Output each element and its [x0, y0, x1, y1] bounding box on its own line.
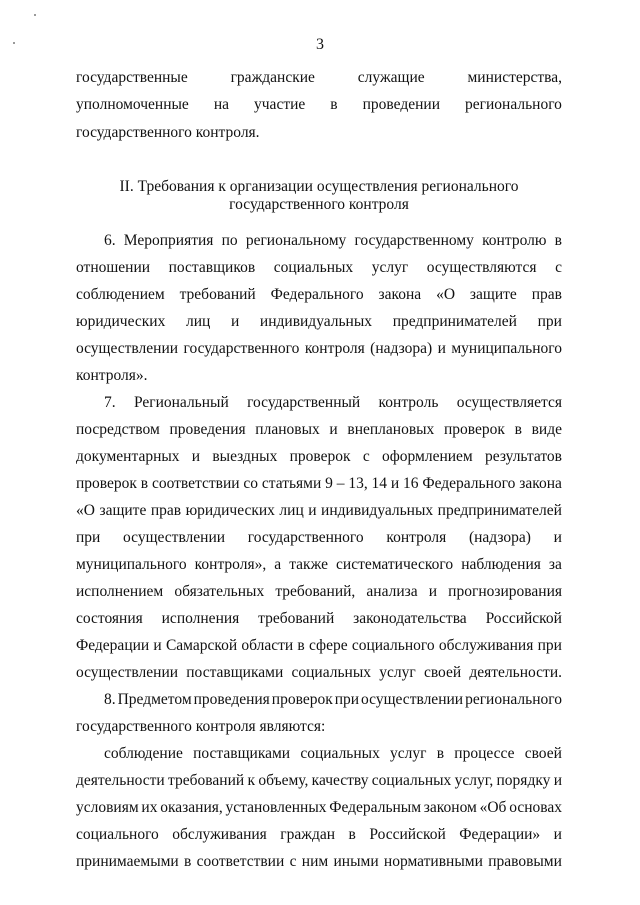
word: услуг, [454, 772, 494, 789]
word: контроля [386, 529, 447, 546]
word: государственные [76, 69, 188, 86]
word: Российской [369, 826, 446, 843]
word: процессе [454, 745, 515, 762]
word: (надзора) [370, 340, 433, 357]
word: Федерального [422, 475, 516, 492]
word: состояния [76, 610, 143, 627]
word: своей [423, 664, 462, 681]
word: уполномоченные [76, 96, 189, 113]
word: граждан [280, 826, 336, 843]
word: Самарской [165, 637, 238, 654]
word: требований [179, 286, 256, 303]
word: за [548, 556, 562, 573]
word: качеству [311, 772, 369, 789]
word: защите [469, 286, 517, 303]
word: услуг [371, 259, 409, 276]
text-line [76, 771, 562, 791]
word: осуществлении [76, 340, 179, 357]
word: осуществлении [123, 529, 226, 546]
word: «О [436, 286, 456, 303]
word: соблюдение [104, 745, 183, 762]
text-line [76, 798, 562, 818]
word: иными [333, 853, 379, 870]
word: нормативными [383, 853, 483, 870]
word: социальных [371, 772, 452, 789]
text-line [76, 285, 562, 305]
word: и [230, 313, 240, 330]
text-line: контроля». [76, 367, 148, 384]
word: Федерации [76, 637, 150, 654]
word: условиям [76, 799, 139, 816]
word: анализа [366, 583, 418, 600]
word: Федерального [270, 286, 364, 303]
word: социального [76, 826, 159, 843]
word: 14 [371, 475, 388, 492]
text-line [104, 231, 562, 251]
word: с [289, 853, 297, 870]
word: плановых [255, 421, 320, 438]
text-line [76, 339, 562, 359]
word: деятельности. [469, 664, 562, 681]
word: и [553, 529, 562, 546]
word: в [297, 637, 305, 654]
word: при [537, 637, 562, 654]
word: исполнением [76, 583, 164, 600]
word: проверок [443, 421, 505, 438]
word: Предметом [117, 691, 192, 708]
word: закона [378, 286, 422, 303]
word: контроля [304, 340, 365, 357]
word: и [390, 475, 400, 492]
word: документарных [76, 448, 180, 465]
word: со [243, 475, 259, 492]
word: Российской [485, 610, 562, 627]
word: контроля», [194, 556, 267, 573]
word: основах [509, 799, 562, 816]
word: поставщиками [186, 664, 284, 681]
word: обслуживания [438, 637, 534, 654]
word: прогнозирования [448, 583, 562, 600]
word: а [274, 556, 282, 573]
word: оформлением [381, 448, 473, 465]
word: сфере [308, 637, 348, 654]
word: государственного [247, 529, 364, 546]
word: в [436, 745, 445, 762]
word: в [184, 853, 192, 870]
word: осуществлении [361, 691, 464, 708]
word: социальных [273, 259, 354, 276]
word: на [213, 96, 229, 113]
word: отношении [76, 259, 151, 276]
word: порядку [496, 772, 551, 789]
word: требований [258, 610, 335, 627]
word: региональному [245, 232, 347, 249]
word: Федеральным [329, 799, 422, 816]
word: услуг [390, 745, 427, 762]
word: систематического [336, 556, 454, 573]
word: гражданские [230, 69, 315, 86]
word: с [555, 259, 562, 276]
word: осуществлении [76, 664, 179, 681]
text-line [76, 663, 562, 683]
section-heading-line-2: государственного контроля [229, 196, 409, 213]
word: 16 [403, 475, 419, 492]
word: в [554, 232, 562, 249]
text-line [76, 852, 562, 872]
word: государственного [183, 340, 300, 357]
word: лиц [185, 313, 211, 330]
word: в [140, 475, 149, 492]
word: лиц [279, 502, 304, 519]
word: социального [351, 637, 435, 654]
text-line [76, 258, 562, 278]
text-line [76, 825, 562, 845]
word: юридических [185, 502, 275, 519]
section-heading-line-1: II. Требования к организации осуществления регионального [119, 178, 519, 195]
word: муниципального [451, 340, 562, 357]
word: требований [168, 772, 245, 789]
word: по [221, 232, 238, 249]
word: социальных [291, 664, 371, 681]
text-line [76, 501, 562, 521]
word: – [336, 475, 345, 492]
word: и [437, 340, 446, 357]
word: проверок [271, 691, 333, 708]
text-line [76, 555, 562, 575]
word: обслуживания [172, 826, 267, 843]
word: закона [519, 475, 562, 492]
text-line [104, 690, 562, 710]
text-line [76, 95, 562, 115]
text-line [76, 68, 562, 88]
text-line [76, 474, 562, 494]
word: наблюдения [461, 556, 541, 573]
word: прав [531, 286, 562, 303]
word: принимаемыми [76, 853, 179, 870]
word: и [191, 448, 201, 465]
word: их [141, 799, 158, 816]
text-line [76, 609, 562, 629]
word: (надзора) [468, 529, 531, 546]
word: услуг [379, 664, 416, 681]
word: и [153, 637, 162, 654]
word: выездных [212, 448, 278, 465]
word: 6. [104, 232, 116, 249]
word: 9 [325, 475, 333, 492]
word: поставщиков [168, 259, 256, 276]
word: результатов [485, 448, 562, 465]
word: области [241, 637, 294, 654]
text-line: государственного контроля являются: [76, 718, 326, 735]
word: статьями [261, 475, 322, 492]
word: государственный [247, 394, 361, 411]
text-line [76, 312, 562, 332]
word: исполнения [161, 610, 240, 627]
scan-speck [34, 14, 36, 16]
word: в [348, 826, 356, 843]
word: проверок [289, 448, 351, 465]
word: обязательных [174, 583, 265, 600]
word: своей [524, 745, 562, 762]
word: проведения [169, 421, 246, 438]
word: требований, [275, 583, 356, 600]
word: проверок [76, 475, 137, 492]
word: правовыми [488, 853, 562, 870]
word: 8. [104, 691, 116, 708]
word: также [289, 556, 328, 573]
word: 13, [348, 475, 368, 492]
word: и [329, 421, 338, 438]
word: при [334, 691, 360, 708]
word: и [308, 502, 317, 519]
word: поставщиками [193, 745, 291, 762]
text-line [104, 393, 562, 413]
text-line [76, 582, 562, 602]
word: проведении [362, 96, 440, 113]
word: объему, [258, 772, 309, 789]
word: с [362, 448, 370, 465]
word: в [330, 96, 338, 113]
word: контроль [378, 394, 439, 411]
word: соответствии [196, 853, 285, 870]
word: «Об [479, 799, 507, 816]
word: регионального [465, 96, 562, 113]
word: министерства, [467, 69, 562, 86]
word: индивидуальных [259, 313, 373, 330]
word: оказания, [160, 799, 223, 816]
word: 7. [104, 394, 116, 411]
word: законом [423, 799, 477, 816]
word: контролю [482, 232, 547, 249]
word: Федерации» [459, 826, 541, 843]
word: законодательства [353, 610, 467, 627]
word: и [553, 772, 562, 789]
word: предпринимателей [392, 313, 517, 330]
text-line [76, 420, 562, 440]
text-line [76, 636, 562, 656]
text-line [104, 744, 562, 764]
word: деятельности [76, 772, 165, 789]
word: соблюдением [76, 286, 165, 303]
word: служащие [357, 69, 425, 86]
word: участие [254, 96, 306, 113]
word: прав [150, 502, 182, 519]
word: при [76, 529, 101, 546]
word: и [428, 583, 438, 600]
word: юридических [76, 313, 166, 330]
word: индивидуальных [321, 502, 434, 519]
word: проведения [193, 691, 270, 708]
text-line [76, 528, 562, 548]
text-line [76, 447, 562, 467]
word: регионального [465, 691, 562, 708]
word: защите [99, 502, 147, 519]
word: посредством [76, 421, 160, 438]
word: установленных [225, 799, 327, 816]
word: муниципального [76, 556, 187, 573]
word: в [514, 421, 522, 438]
word: соответствии [151, 475, 240, 492]
word: Региональный [133, 394, 229, 411]
word: осуществляются [426, 259, 537, 276]
word: при [537, 313, 562, 330]
text-line: государственного контроля. [76, 124, 260, 141]
word: Мероприятия [123, 232, 214, 249]
word: к [247, 772, 255, 789]
word: виде [531, 421, 562, 438]
word: внеплановых [347, 421, 435, 438]
word: ним [301, 853, 329, 870]
word: и [553, 826, 562, 843]
word: осуществляется [456, 394, 562, 411]
page-number: 3 [316, 36, 324, 53]
word: «О [76, 502, 95, 519]
word: социальных [300, 745, 380, 762]
word: государственному [354, 232, 474, 249]
word: предпринимателей [437, 502, 562, 519]
